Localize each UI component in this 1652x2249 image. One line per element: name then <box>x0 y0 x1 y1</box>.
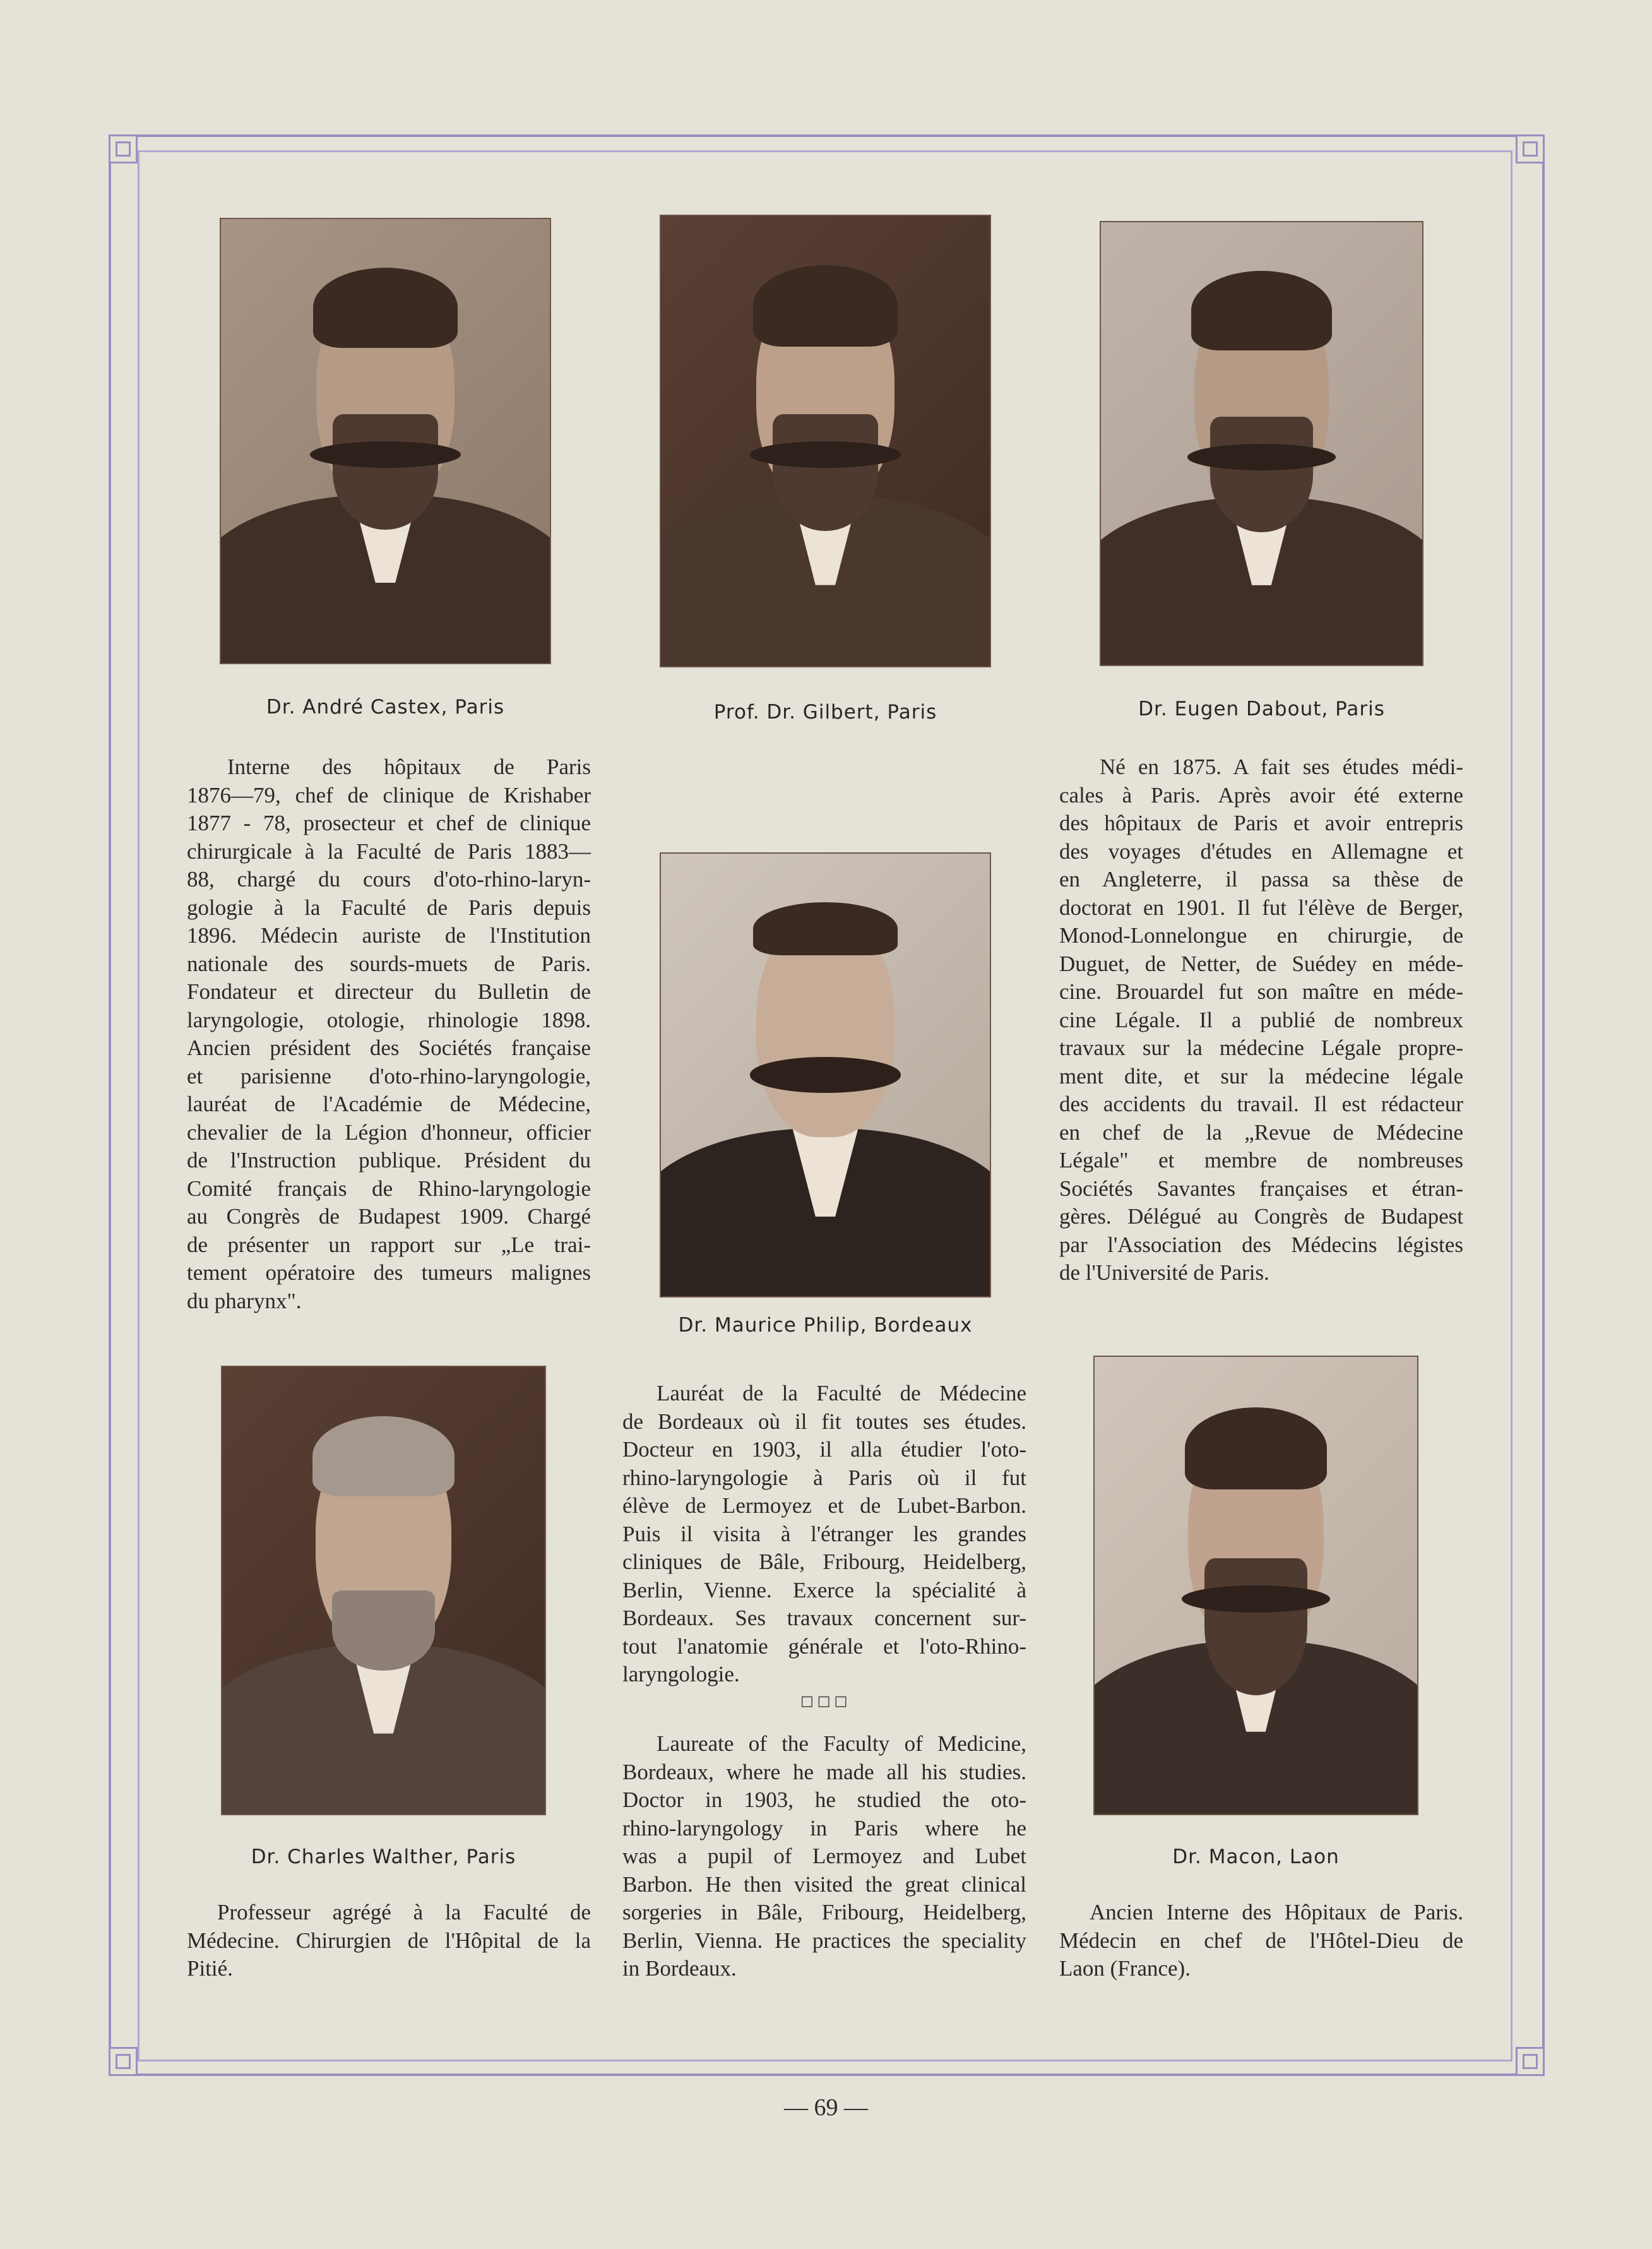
bio-line: Lauréat de la Faculté de Médecine <box>657 1381 1026 1405</box>
bio-line: Ancien président des Sociétés française <box>187 1035 591 1060</box>
bio-line: gologie à la Faculté de Paris depuis <box>187 895 591 920</box>
bio-line: tement opératoire des tumeurs malignes <box>187 1260 591 1285</box>
bio-line: Né en 1875. A fait ses études médi- <box>1100 755 1463 779</box>
bio-line: de l'Université de Paris. <box>1059 1260 1269 1285</box>
bio-line: Berlin, Vienne. Exerce la spécialité à <box>622 1577 1026 1602</box>
caption-charles-walther: Dr. Charles Walther, Paris <box>251 1846 516 1868</box>
portrait-andre-castex <box>220 218 551 664</box>
bio-line: chevalier de la Légion d'honneur, officier <box>187 1119 591 1145</box>
frame-corner-ornament <box>1516 2047 1545 2076</box>
bio-line: gères. Délégué au Congrès de Budapest <box>1059 1204 1463 1229</box>
bio-line: ment dite, et sur la médecine légale <box>1059 1063 1463 1089</box>
bio-line: in Bordeaux. <box>622 1956 737 1981</box>
bio-line: Doctor in 1903, he studied the oto- <box>622 1787 1026 1812</box>
bio-line: laryngologie, otologie, rhinologie 1898. <box>187 1007 591 1032</box>
portrait-eugen-dabout <box>1100 221 1423 666</box>
portrait-charles-walther <box>221 1366 546 1815</box>
caption-maurice-philip: Dr. Maurice Philip, Bordeaux <box>678 1314 973 1337</box>
bio-line: Comité français de Rhino-laryngologie <box>187 1176 591 1201</box>
bio-line: Ancien Interne des Hôpitaux de Paris. <box>1090 1900 1463 1924</box>
bio-line: cine. Brouardel fut son maître en méde- <box>1059 979 1463 1004</box>
bio-line: Bordeaux, where he made all his studies. <box>622 1759 1026 1784</box>
bio-line: Fondateur et directeur du Bulletin de <box>187 979 591 1004</box>
portrait-macon <box>1093 1356 1418 1815</box>
portrait-maurice-philip <box>660 852 991 1298</box>
bio-line: 1877 - 78, prosecteur et chef de clinique <box>187 811 591 835</box>
portrait-gilbert <box>660 215 991 667</box>
page-number: — 69 — <box>784 2094 868 2121</box>
bio-line: Laon (France). <box>1059 1956 1191 1981</box>
bio-line: et parisienne d'oto-rhino-laryngologie, <box>187 1063 591 1089</box>
bio-line: travaux sur la médecine Légale propre- <box>1059 1035 1463 1060</box>
frame-corner-ornament <box>109 2047 138 2076</box>
bio-line: Médecine. Chirurgien de l'Hôpital de la <box>187 1928 591 1953</box>
bio-line: cine Légale. Il a publié de nombreux <box>1059 1007 1463 1032</box>
bio-line: doctorat en 1901. Il fut l'élève de Berger, <box>1059 895 1463 920</box>
bio-line: Monod-Lonnelongue en chirurgie, de <box>1059 923 1463 948</box>
bio-line: 1896. Médecin auriste de l'Institution <box>187 923 591 948</box>
bio-line: lauréat de l'Académie de Médecine, <box>187 1092 591 1116</box>
bio-line: Duguet, de Netter, de Suédey en méde- <box>1059 951 1463 976</box>
bio-line: Bordeaux. Ses travaux concernent sur- <box>622 1606 1026 1630</box>
section-separator: □□□ <box>800 1693 852 1709</box>
bio-line: Médecin en chef de l'Hôtel-Dieu de <box>1059 1928 1463 1953</box>
bio-line: laryngologie. <box>622 1662 740 1686</box>
caption-macon: Dr. Macon, Laon <box>1172 1846 1340 1868</box>
bio-line: par l'Association des Médecins légistes <box>1059 1232 1463 1257</box>
bio-line: cliniques de Bâle, Fribourg, Heidelberg, <box>622 1549 1026 1574</box>
bio-line: was a pupil of Lermoyez and Lubet <box>622 1844 1026 1868</box>
bio-line: élève de Lermoyez et de Lubet-Barbon. <box>622 1493 1026 1518</box>
bio-line: en Angleterre, il passa sa thèse de <box>1059 867 1463 892</box>
bio-andre-castex <box>187 753 591 1315</box>
bio-line: Berlin, Vienna. He practices the speciality <box>622 1928 1026 1953</box>
bio-line: des hôpitaux de Paris et avoir entrepris <box>1059 811 1463 835</box>
bio-eugen-dabout <box>1059 753 1463 1287</box>
caption-gilbert: Prof. Dr. Gilbert, Paris <box>713 701 937 724</box>
bio-line: Docteur en 1903, il alla étudier l'oto- <box>622 1437 1026 1462</box>
frame-corner-ornament <box>1516 134 1545 164</box>
bio-macon <box>1059 1899 1463 1983</box>
bio-line: de l'Instruction publique. Président du <box>187 1148 591 1172</box>
bio-maurice-philip-en <box>622 1730 1026 1983</box>
bio-line: de présenter un rapport sur „Le trai- <box>187 1232 591 1257</box>
bio-line: Professeur agrégé à la Faculté de <box>217 1900 591 1924</box>
bio-line: des voyages d'études en Allemagne et <box>1059 838 1463 864</box>
bio-line: rhino-laryngologie à Paris où il fut <box>622 1465 1026 1490</box>
bio-line: cales à Paris. Après avoir été externe <box>1059 782 1463 808</box>
bio-line: Laureate of the Faculty of Medicine, <box>657 1731 1026 1756</box>
bio-line: Légale" et membre de nombreuses <box>1059 1148 1463 1172</box>
bio-line: nationale des sourds-muets de Paris. <box>187 951 591 976</box>
bio-line: des accidents du travail. Il est rédacteur <box>1059 1092 1463 1116</box>
bio-line: au Congrès de Budapest 1909. Chargé <box>187 1204 591 1229</box>
bio-line: Puis il visita à l'étranger les grandes <box>622 1521 1026 1546</box>
caption-andre-castex: Dr. André Castex, Paris <box>266 696 505 719</box>
bio-line: de Bordeaux où il fit toutes ses études. <box>622 1409 1026 1434</box>
bio-line: sorgeries in Bâle, Fribourg, Heidelberg, <box>622 1900 1026 1924</box>
bio-line: Interne des hôpitaux de Paris <box>227 755 591 779</box>
bio-line: Barbon. He then visited the great clinical <box>622 1871 1026 1897</box>
bio-line: du pharynx". <box>187 1288 302 1313</box>
bio-line: rhino-laryngology in Paris where he <box>622 1815 1026 1840</box>
bio-line: en chef de la „Revue de Médecine <box>1059 1119 1463 1145</box>
frame-corner-ornament <box>109 134 138 164</box>
bio-line: chirurgicale à la Faculté de Paris 1883— <box>187 838 591 864</box>
bio-line: Pitié. <box>187 1956 233 1981</box>
bio-charles-walther <box>187 1899 591 1983</box>
bio-line: 88, chargé du cours d'oto-rhino-laryn- <box>187 867 591 892</box>
bio-line: Sociétés Savantes françaises et étran- <box>1059 1176 1463 1201</box>
bio-line: tout l'anatomie générale et l'oto-Rhino- <box>622 1633 1026 1659</box>
bio-line: 1876—79, chef de clinique de Krishaber <box>187 782 591 808</box>
bio-maurice-philip-fr <box>622 1380 1026 1689</box>
caption-eugen-dabout: Dr. Eugen Dabout, Paris <box>1138 698 1385 720</box>
